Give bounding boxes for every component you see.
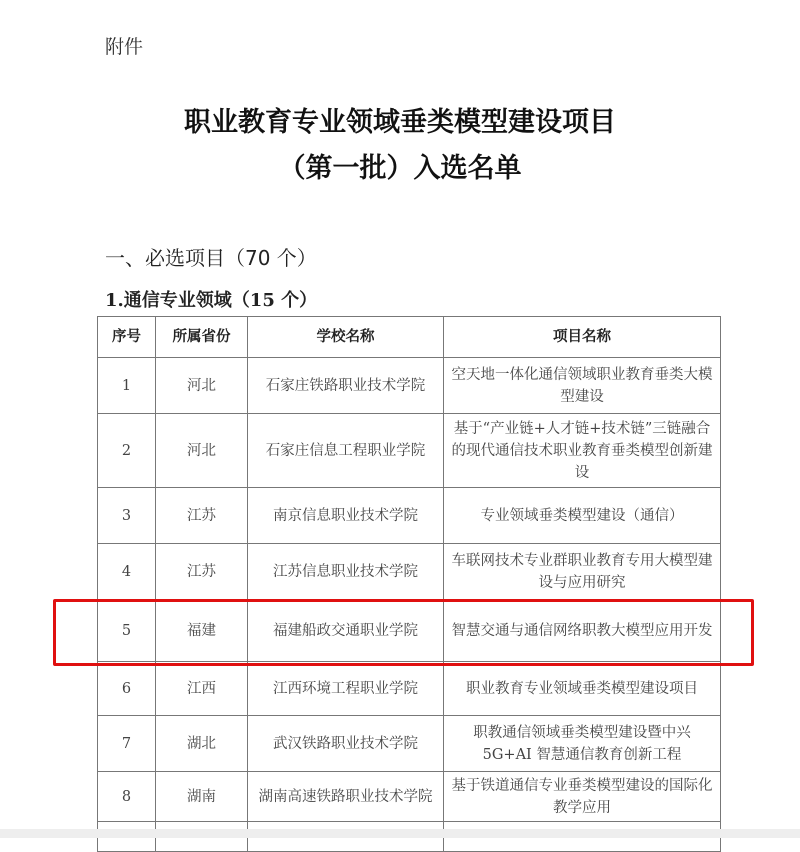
highlight-box [53, 599, 754, 666]
cell-school: 武汉铁路职业技术学院 [248, 716, 444, 772]
table-row [98, 772, 721, 822]
cell-province: 河北 [156, 414, 248, 488]
cell-school: 石家庄信息工程职业学院 [248, 414, 444, 488]
cell-no: 8 [98, 772, 156, 822]
cell-no: 4 [98, 544, 156, 600]
cell-project: 基于“产业链+人才链+技术链”三链融合的现代通信技术职业教育垂类模型创新建设 [444, 414, 721, 488]
cell-province: 江西 [156, 662, 248, 716]
header-no: 序号 [98, 317, 156, 358]
cell-school: 湖南高速铁路职业技术学院 [248, 772, 444, 822]
subsection-heading: 1.通信专业领域（15 个） [105, 290, 318, 311]
page-bottom-edge [0, 829, 800, 838]
table-row [98, 414, 721, 488]
cell-project: 车联网技术专业群职业教育专用大模型建设与应用研究 [444, 544, 721, 600]
table-row [98, 358, 721, 414]
table-row [98, 488, 721, 544]
header-school: 学校名称 [248, 317, 444, 358]
cell-school: 福建船政交通职业学院 [248, 600, 444, 662]
cell-project: 空天地一体化通信领域职业教育垂类大模型建设 [444, 358, 721, 414]
cell-province: 江苏 [156, 488, 248, 544]
table-header-row [98, 317, 721, 358]
cell-school: 江西环境工程职业学院 [248, 662, 444, 716]
cell-province: 福建 [156, 600, 248, 662]
header-project: 项目名称 [444, 317, 721, 358]
cell-project: 基于铁道通信专业垂类模型建设的国际化教学应用 [444, 772, 721, 822]
cell-school: 石家庄铁路职业技术学院 [248, 358, 444, 414]
cell-project: 职业教育专业领域垂类模型建设项目 [444, 662, 721, 716]
header-province: 所属省份 [156, 317, 248, 358]
table-row [98, 716, 721, 772]
cell-province: 湖南 [156, 772, 248, 822]
cell-no: 7 [98, 716, 156, 772]
cell-school: 江苏信息职业技术学院 [248, 544, 444, 600]
document-title-line2: （第一批）入选名单 [278, 153, 522, 184]
table-row [98, 544, 721, 600]
selection-table [97, 316, 721, 852]
cell-no: 5 [98, 600, 156, 662]
section-heading: 一、必选项目（70 个） [105, 246, 317, 270]
cell-province: 河北 [156, 358, 248, 414]
cell-project: 职教通信领域垂类模型建设暨中兴 5G+AI 智慧通信教育创新工程 [444, 716, 721, 772]
cell-project: 专业领域垂类模型建设（通信） [444, 488, 721, 544]
cell-no: 3 [98, 488, 156, 544]
table-row [98, 662, 721, 716]
cell-province: 江苏 [156, 544, 248, 600]
cell-no: 1 [98, 358, 156, 414]
cell-no: 2 [98, 414, 156, 488]
attachment-label: 附件 [105, 36, 144, 58]
cell-province: 湖北 [156, 716, 248, 772]
document-title-line1: 职业教育专业领域垂类模型建设项目 [184, 107, 616, 138]
cell-no: 6 [98, 662, 156, 716]
cell-project: 智慧交通与通信网络职教大模型应用开发 [444, 600, 721, 662]
cell-school: 南京信息职业技术学院 [248, 488, 444, 544]
